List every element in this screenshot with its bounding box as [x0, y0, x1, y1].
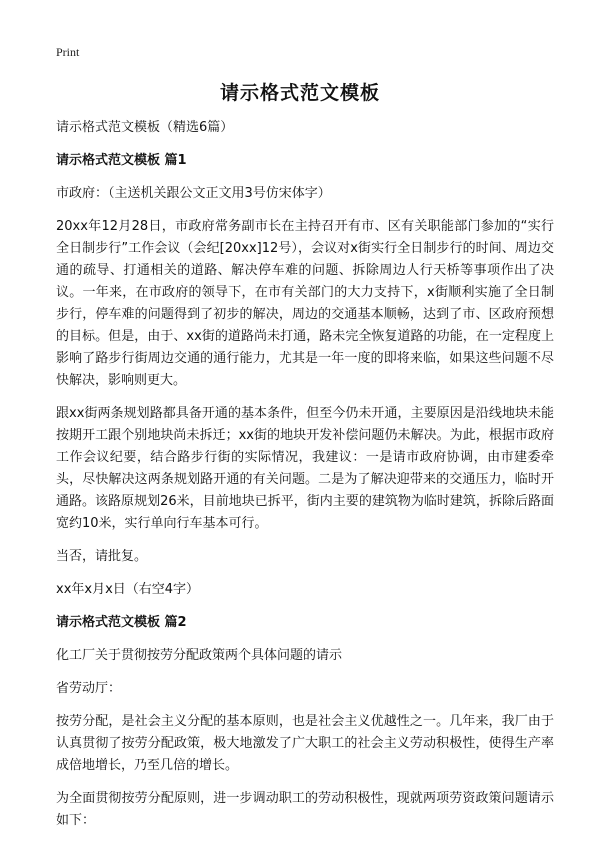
- section-2: [56, 612, 554, 832]
- closing-paragraph: 当否，请批复。: [56, 549, 148, 564]
- section-heading: 请示格式范文模板 篇1: [56, 153, 187, 168]
- body-paragraph: 按劳分配，是社会主义分配的基本原则，也是社会主义优越性之一。几年来，我厂由于认真贯彻了按劳分配政策，极大地激发了广大职工的社会主义劳动积极性，使得生产率成倍地增长，乃至几倍的增长。: [56, 714, 554, 773]
- body-paragraph: 20xx年12月28日，市政府常务副市长在主持召开有市、区有关职能部门参加的“实行全日制步行”工作会议（会纪[20xx]12号），会议对x街实行全日制步行的时间、周边交通的疏导、打通相关的道路、解决停车难的问题、拆除周边人行天桥等事项作出了决议。一年来，在市政府的领导下，在市有关部门的大力支持下，x街顺利实施了全日制步行，停车难的问题得到了初步的解决，周边的交通基本顺畅，达到了市、区政府预想的目标。但是，由于、xx街的道路尚未打通，路未完全恢复道路的功能，在一定程度上影响了路步行街周边交通的通行能力，尤其是一年一度的即将来临，如果这些问题不尽快解决，影响则更大。: [56, 219, 554, 388]
- document-body: [56, 117, 554, 843]
- section-heading: 请示格式范文模板 篇2: [56, 615, 187, 630]
- body-paragraph: 为全面贯彻按劳分配原则，进一步调动职工的劳动积极性，现就两项劳资政策问题请示如下：: [56, 791, 554, 828]
- addressee-paragraph: 市政府：（主送机关跟公文正文用3号仿宋体字）: [56, 186, 331, 201]
- document-subtitle: 请示格式范文模板（精选6篇）: [56, 120, 234, 135]
- body-paragraph: 化工厂关于贯彻按劳分配政策两个具体问题的请示: [56, 648, 343, 663]
- document-title: 请示格式范文模板: [219, 82, 380, 104]
- date-line: xx年x月x日（右空4字）: [56, 582, 200, 597]
- body-paragraph: 跟xx街两条规划路都具备开通的基本条件，但至今仍未开通，主要原因是沿线地块未能按期开工跟个别地块尚未拆迁；xx街的地块开发补偿问题仍未解决。为此，根据市政府工作会议纪要，结合路步行街的实际情况，我建议：一是请市政府协调，由市建委牵头，尽快解决这两条规划路开通的有关问题。二是为了解决迎带来的交通压力，临时开通路。该路原规划26米，目前地块已拆平，街内主要的建筑物为临时建筑，拆除后路面宽约10米，实行单向行车基本可行。: [56, 406, 554, 531]
- addressee-paragraph: 省劳动厅：: [56, 681, 122, 696]
- print-label[interactable]: Print: [56, 45, 80, 59]
- section-1: [56, 150, 554, 601]
